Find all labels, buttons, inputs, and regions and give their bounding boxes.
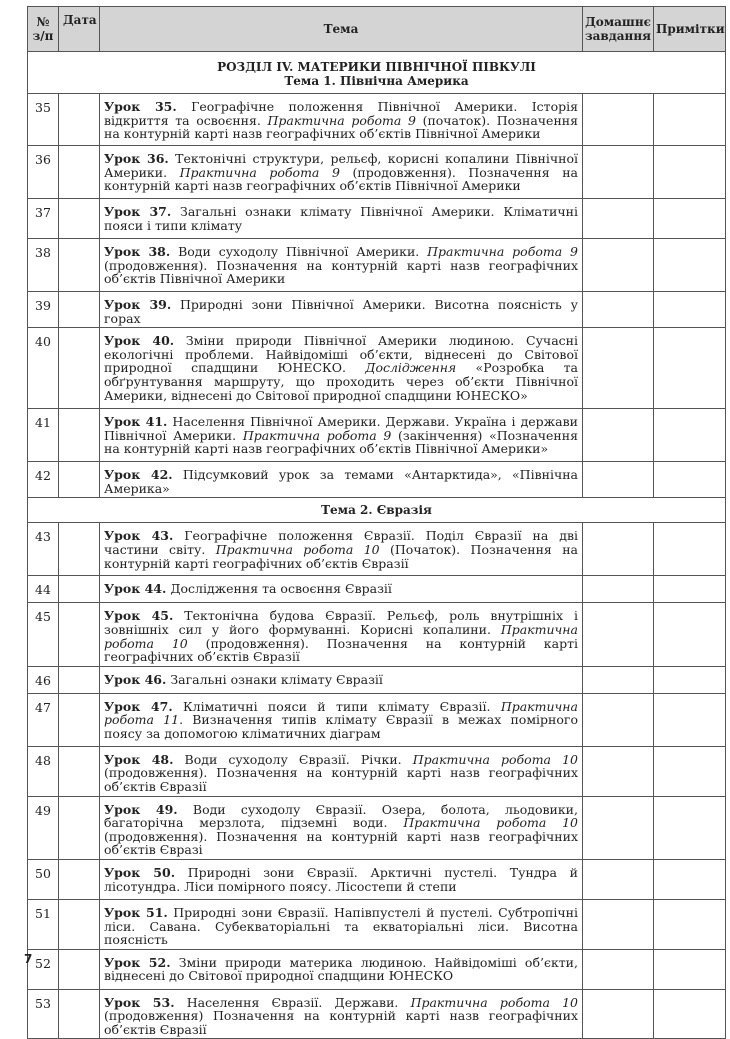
- table-row: [28, 899, 726, 949]
- lesson-topic: [100, 146, 583, 199]
- lesson-number: 44: [28, 576, 59, 603]
- lesson-emphasis: Практична робота 10: [104, 621, 578, 651]
- date-cell: [59, 94, 100, 146]
- lesson-emphasis: Практична робота 10: [412, 751, 578, 767]
- lesson-label: Урок 49.: [104, 801, 178, 817]
- notes-cell: [654, 796, 726, 859]
- lesson-topic: [100, 989, 583, 1039]
- table-row: [28, 94, 726, 146]
- homework-cell: [583, 409, 654, 462]
- homework-cell: [583, 523, 654, 576]
- lesson-text: Тектонічна будова Євразії. Рельєф, роль внутрішніх і зовнішніх сил у його формуванні. Корисні копалини.: [104, 608, 578, 637]
- lesson-number: 38: [28, 239, 59, 292]
- notes-cell: [654, 989, 726, 1039]
- lesson-number: 47: [28, 693, 59, 746]
- lesson-label: Урок 51.: [104, 904, 168, 920]
- header-notes: Примітки: [654, 7, 726, 52]
- lesson-number: 39: [28, 292, 59, 328]
- notes-cell: [654, 746, 726, 796]
- date-cell: [59, 666, 100, 693]
- lesson-number: 52: [28, 949, 59, 989]
- lesson-text: Води суходолу Євразії. Озера, болота, льодовики, багаторічна мерзлота, підземні води.: [104, 801, 578, 831]
- lesson-label: Урок 39.: [104, 297, 172, 312]
- lesson-emphasis: Практична робота 9: [242, 427, 392, 443]
- homework-cell: [583, 462, 654, 498]
- table-row: [28, 328, 726, 409]
- homework-cell: [583, 989, 654, 1039]
- notes-cell: [654, 94, 726, 146]
- lesson-text: Загальні ознаки клімату Північної Америки. Кліматичні пояси і типи клімату: [104, 204, 578, 233]
- table-row: [28, 603, 726, 666]
- lesson-label: Урок 35.: [104, 99, 177, 114]
- lesson-text: (продовження). Позначення на контурній карті назв географічних об’єктів Євразі: [104, 828, 578, 858]
- notes-cell: [654, 899, 726, 949]
- lesson-text: Населення Євразії. Держави.: [174, 994, 411, 1010]
- section-header-row: [28, 52, 726, 94]
- table-row: [28, 409, 726, 462]
- lesson-text: Підсумковий урок за темами «Антарктида», «Північна Америка»: [104, 467, 578, 496]
- homework-cell: [583, 796, 654, 859]
- lesson-label: Урок 38.: [104, 244, 171, 259]
- notes-cell: [654, 693, 726, 746]
- table-row: [28, 796, 726, 859]
- lesson-topic: [100, 328, 583, 409]
- date-cell: [59, 693, 100, 746]
- lesson-emphasis: Практична робота 9: [427, 244, 578, 259]
- notes-cell: [654, 328, 726, 409]
- lesson-text: (продовження) Позначення на контурній карті назв географічних об’єктів Євразії: [104, 1008, 578, 1037]
- date-cell: [59, 239, 100, 292]
- notes-cell: [654, 859, 726, 899]
- lesson-plan-table: [27, 6, 726, 1039]
- homework-cell: [583, 239, 654, 292]
- date-cell: [59, 576, 100, 603]
- lesson-emphasis: Дослідження: [365, 360, 457, 376]
- date-cell: [59, 146, 100, 199]
- topic-title: Тема 2. Євразія: [28, 498, 726, 523]
- lesson-text: (продовження). Позначення на контурній карті географічних об’єктів Євразії: [104, 635, 578, 665]
- notes-cell: [654, 239, 726, 292]
- lesson-text: (продовження). Позначення на контурній карті назв географічних об’єктів Євразії: [104, 765, 578, 794]
- notes-cell: [654, 462, 726, 498]
- topic-header-row: [28, 498, 726, 523]
- lesson-label: Урок 50.: [104, 864, 176, 880]
- lesson-label: Урок 44.: [104, 581, 167, 597]
- notes-cell: [654, 146, 726, 199]
- lesson-number: 45: [28, 603, 59, 666]
- header-homework: Домашнє завдання: [583, 7, 654, 52]
- lesson-number: 53: [28, 989, 59, 1039]
- date-cell: [59, 292, 100, 328]
- homework-cell: [583, 899, 654, 949]
- lesson-topic: [100, 603, 583, 666]
- homework-cell: [583, 199, 654, 239]
- lesson-text: Зміни природи Північної Америки людиною. Сучасні екологічні проблеми. Найвідоміші об’єкти, віднесені до Світової природної спадщини ЮНЕСКО.: [104, 333, 578, 376]
- lesson-topic: [100, 746, 583, 796]
- date-cell: [59, 746, 100, 796]
- date-cell: [59, 409, 100, 462]
- homework-cell: [583, 746, 654, 796]
- lesson-topic: [100, 949, 583, 989]
- lesson-text: Води суходолу Північної Америки.: [170, 244, 428, 259]
- date-cell: [59, 328, 100, 409]
- section-subtitle: Тема 1. Північна Америка: [284, 74, 469, 88]
- lesson-topic: [100, 576, 583, 603]
- table-row: [28, 576, 726, 603]
- notes-cell: [654, 523, 726, 576]
- lesson-text: Дослідження та освоєння Євразії: [166, 581, 392, 597]
- lesson-topic: [100, 292, 583, 328]
- lesson-label: Урок 40.: [104, 333, 175, 349]
- lesson-label: Урок 52.: [104, 954, 171, 970]
- lesson-topic: [100, 94, 583, 146]
- table-header-row: [28, 7, 726, 52]
- lesson-text: Тектонічні структури, рельєф, корисні копалини Північної Америки.: [104, 151, 578, 180]
- lesson-topic: [100, 899, 583, 949]
- lesson-text: (закінчення) «Позначення на контурній карті назв географічних об’єктів Північної Америки»: [104, 427, 578, 457]
- table-body: [28, 52, 726, 1039]
- date-cell: [59, 859, 100, 899]
- table-row: [28, 462, 726, 498]
- lesson-text: Кліматичні пояси й типи клімату Євразії.: [172, 698, 501, 714]
- section-header-cell: [28, 52, 726, 94]
- lesson-text: (початок). Позначення на контурній карті назв географічних об’єктів Північної Америки: [104, 112, 578, 142]
- lesson-label: Урок 41.: [104, 414, 168, 430]
- homework-cell: [583, 603, 654, 666]
- lesson-text: . Визначення типів клімату Євразії в межах помірного поясу за допомогою кліматичних діаграм: [104, 712, 578, 741]
- lesson-number: 36: [28, 146, 59, 199]
- homework-cell: [583, 94, 654, 146]
- homework-cell: [583, 949, 654, 989]
- lesson-number: 50: [28, 859, 59, 899]
- lesson-text: Природні зони Євразії. Арктичні пустелі. Тундра й лісотундра. Ліси помірного поясу. Лісостепи й степи: [104, 864, 578, 894]
- notes-cell: [654, 292, 726, 328]
- date-cell: [59, 796, 100, 859]
- lesson-label: Урок 48.: [104, 751, 174, 767]
- lesson-emphasis: Практична робота 9: [267, 112, 416, 128]
- lesson-number: 51: [28, 899, 59, 949]
- lesson-text: Природні зони Північної Америки. Висотна поясність у горах: [104, 297, 578, 326]
- lesson-topic: [100, 666, 583, 693]
- lesson-emphasis: Практична робота 11: [104, 698, 578, 728]
- homework-cell: [583, 328, 654, 409]
- lesson-topic: [100, 239, 583, 292]
- header-num: № з/п: [28, 7, 59, 52]
- lesson-label: Урок 36.: [104, 151, 169, 166]
- header-topic: Тема: [100, 7, 583, 52]
- lesson-number: 40: [28, 328, 59, 409]
- lesson-text: «Розробка та обґрунтування маршруту, що проходить через об’єкти Північної Америки, віднесені до Світової природної спадщини ЮНЕСКО»: [104, 360, 578, 403]
- notes-cell: [654, 576, 726, 603]
- notes-cell: [654, 199, 726, 239]
- notes-cell: [654, 409, 726, 462]
- table-row: [28, 666, 726, 693]
- lesson-text: Загальні ознаки клімату Євразії: [166, 671, 383, 687]
- lesson-emphasis: Практична робота 10: [403, 815, 579, 831]
- table-row: [28, 523, 726, 576]
- lesson-text: Географічне положення Північної Америки. Історія відкриття та освоєння.: [104, 99, 578, 128]
- lesson-emphasis: Практична робота 10: [215, 541, 380, 557]
- homework-cell: [583, 292, 654, 328]
- notes-cell: [654, 949, 726, 989]
- lesson-text: Зміни природи материка людиною. Найвідоміші об’єкти, віднесені до Світової природної спадщини ЮНЕСКО: [104, 954, 578, 984]
- lesson-topic: [100, 409, 583, 462]
- table-row: [28, 859, 726, 899]
- lesson-number: 49: [28, 796, 59, 859]
- lesson-topic: [100, 462, 583, 498]
- lesson-emphasis: Практична робота 9: [179, 164, 340, 180]
- notes-cell: [654, 603, 726, 666]
- table-row: [28, 146, 726, 199]
- homework-cell: [583, 859, 654, 899]
- table-row: [28, 199, 726, 239]
- homework-cell: [583, 576, 654, 603]
- date-cell: [59, 899, 100, 949]
- lesson-text: (продовження). Позначення на контурній карті назв географічних об’єктів Північної Америки: [104, 164, 578, 194]
- lesson-number: 48: [28, 746, 59, 796]
- lesson-text: Природні зони Євразії. Напівпустелі й пустелі. Субтропічні ліси. Савана. Субекваторіальні та екваторіальні ліси. Висотна поясність: [104, 904, 578, 948]
- lesson-topic: [100, 859, 583, 899]
- lesson-text: (Початок). Позначення на контурній карті географічних об’єктів Євразії: [104, 541, 578, 571]
- lesson-text: Населення Північної Америки. Держави. Україна і держави Північної Америки.: [104, 414, 578, 443]
- table-row: [28, 949, 726, 989]
- table-row: [28, 693, 726, 746]
- lesson-topic: [100, 796, 583, 859]
- date-cell: [59, 523, 100, 576]
- homework-cell: [583, 693, 654, 746]
- lesson-number: 43: [28, 523, 59, 576]
- lesson-topic: [100, 693, 583, 746]
- lesson-label: Урок 43.: [104, 528, 174, 544]
- lesson-number: 42: [28, 462, 59, 498]
- lesson-number: 37: [28, 199, 59, 239]
- lesson-number: 41: [28, 409, 59, 462]
- lesson-text: Географічне положення Євразії. Поділ Євразії на дві частини світу.: [104, 528, 578, 557]
- date-cell: [59, 462, 100, 498]
- table-row: [28, 989, 726, 1039]
- lesson-label: Урок 37.: [104, 204, 172, 219]
- lesson-label: Урок 45.: [104, 608, 174, 624]
- lesson-label: Урок 42.: [104, 467, 173, 483]
- lesson-topic: [100, 523, 583, 576]
- table-row: [28, 292, 726, 328]
- page-number: 7: [24, 952, 33, 966]
- date-cell: [59, 199, 100, 239]
- table-row: [28, 239, 726, 292]
- lesson-emphasis: Практична робота 10: [410, 994, 578, 1010]
- notes-cell: [654, 666, 726, 693]
- date-cell: [59, 989, 100, 1039]
- date-cell: [59, 949, 100, 989]
- lesson-label: Урок 46.: [104, 671, 167, 687]
- lesson-number: 35: [28, 94, 59, 146]
- homework-cell: [583, 666, 654, 693]
- lesson-number: 46: [28, 666, 59, 693]
- lesson-topic: [100, 199, 583, 239]
- section-title: РОЗДІЛ IV. МАТЕРИКИ ПІВНІЧНОЇ ПІВКУЛІ: [217, 60, 536, 74]
- table-row: [28, 746, 726, 796]
- date-cell: [59, 603, 100, 666]
- lesson-label: Урок 47.: [104, 698, 173, 714]
- lesson-plan-table-wrap: [27, 6, 725, 1039]
- header-date: Дата: [59, 7, 100, 52]
- lesson-text: Води суходолу Євразії. Річки.: [173, 751, 413, 767]
- lesson-label: Урок 53.: [104, 994, 175, 1010]
- lesson-text: (продовження). Позначення на контурній карті назв географічних об’єктів Північної Америки: [104, 257, 578, 287]
- homework-cell: [583, 146, 654, 199]
